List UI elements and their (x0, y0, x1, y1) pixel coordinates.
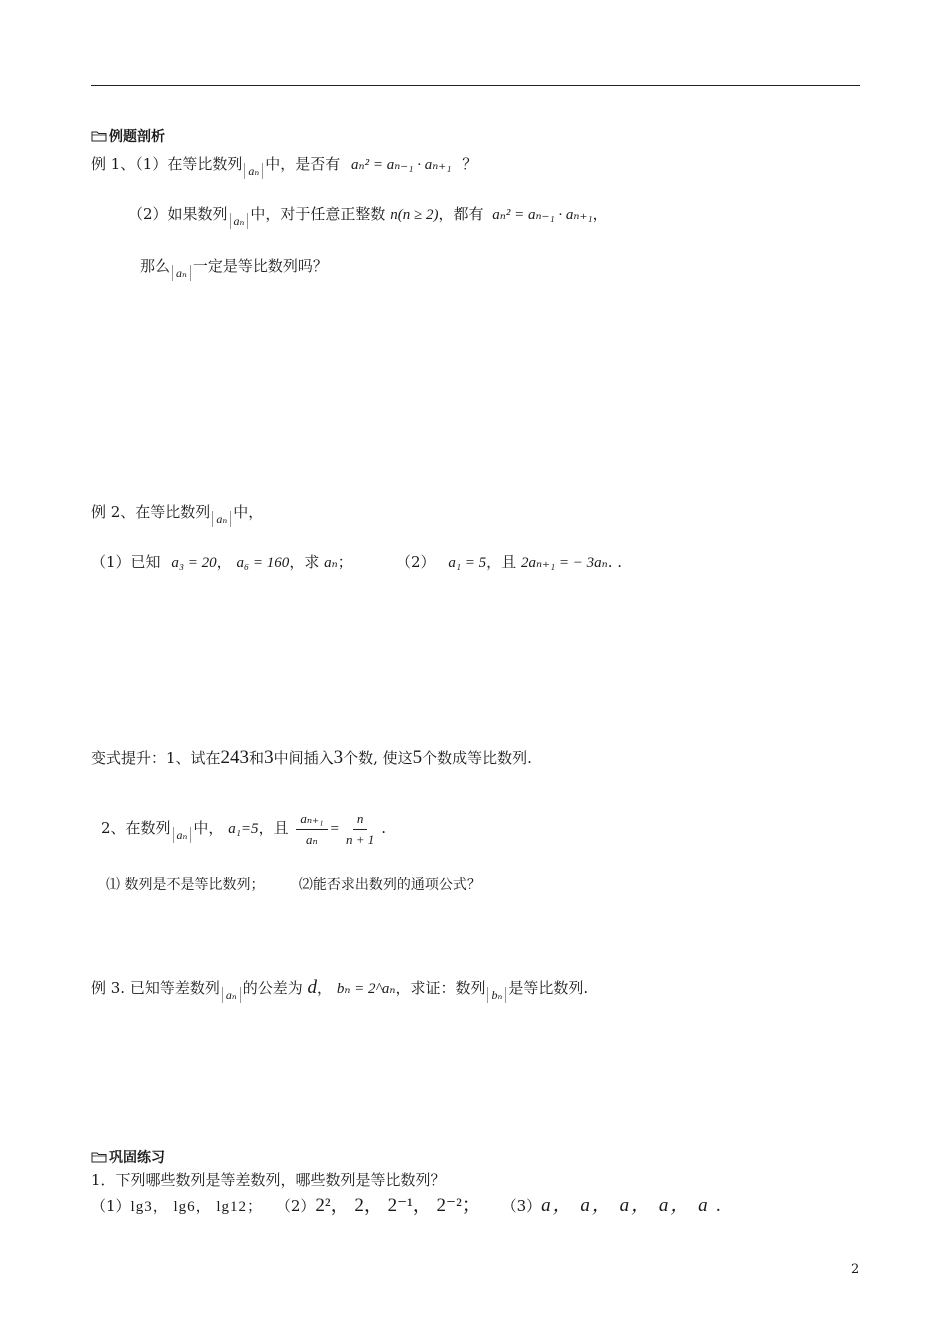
practice-items: （1）lg3， lg6， lg12； （2）2²， 2， 2⁻¹， 2⁻²； （3）a， a， a， a， a . (91, 1195, 724, 1216)
page-number: 2 (851, 1262, 860, 1277)
condition: n(n ≥ 2) (390, 207, 439, 223)
example-3: 例 3. 已知等差数列 aₙ 的公差为 d， bₙ = 2^aₙ，求证：数列 bₙ 是等比数列. (91, 977, 589, 1002)
example-2-question-1: （1）已知 a₃ = 20， a₆ = 160，求 aₙ； (91, 553, 353, 571)
sequence-a-n: aₙ (172, 265, 191, 281)
practice-question-1: 1．下列哪些数列是等差数列，哪些数列是等比数列？ (91, 1171, 446, 1189)
variation-1: 变式提升：1、试在243和3中间插入3个数, 使这5个数成等比数列. (91, 747, 532, 768)
section-heading-practice: 巩固练习 (91, 1148, 165, 1168)
example-2-heading: 例 2、在等比数列 aₙ 中， (91, 503, 264, 526)
example-1-part-3: 那么 aₙ 一定是等比数列吗？ (140, 257, 328, 280)
sequence-a-n: aₙ (244, 163, 263, 179)
folder-icon (91, 130, 107, 142)
example-2-question-2: （2） a₁ = 5，且 2aₙ₊₁ = − 3aₙ. . (396, 553, 623, 571)
fraction-n: $\frac{n}{n + 1}$ (345, 810, 375, 847)
example-1-part-2: （2）如果数列 aₙ 中，对于任意正整数 n(n ≥ 2)，都有 aₙ² = aₙ₋₁ · aₙ₊₁， (128, 205, 608, 228)
sequence-a-n: aₙ (173, 827, 192, 843)
variation-2: 2、在数列 aₙ 中， a₁=5，且 $\frac{\text{aₙ₊₁}}{\text{aₙ}}$ = $\frac{n}{n + 1}$ . (101, 810, 387, 847)
header-rule (91, 85, 860, 86)
formula: aₙ² = aₙ₋₁ · aₙ₊₁ (492, 207, 593, 223)
example-1-part-1: 例 1、（1）在等比数列 aₙ 中，是否有 aₙ² = aₙ₋₁ · aₙ₊₁ ？ (91, 155, 478, 178)
sequence-b-n: bₙ (487, 987, 506, 1003)
folder-icon (91, 1151, 107, 1163)
section-heading-examples: 例题剖析 (91, 127, 165, 147)
formula: aₙ² = aₙ₋₁ · aₙ₊₁ (351, 157, 452, 173)
sequence-a-n: aₙ (212, 511, 231, 527)
fraction-ratio: $\frac{\text{aₙ₊₁}}{\text{aₙ}}$ (296, 811, 327, 848)
sequence-a-n: aₙ (222, 987, 241, 1003)
sequence-a-n: aₙ (230, 213, 249, 229)
variation-2-questions: ⑴ 数列是不是等比数列； ⑵能否求出数列的通项公式？ (106, 877, 481, 893)
